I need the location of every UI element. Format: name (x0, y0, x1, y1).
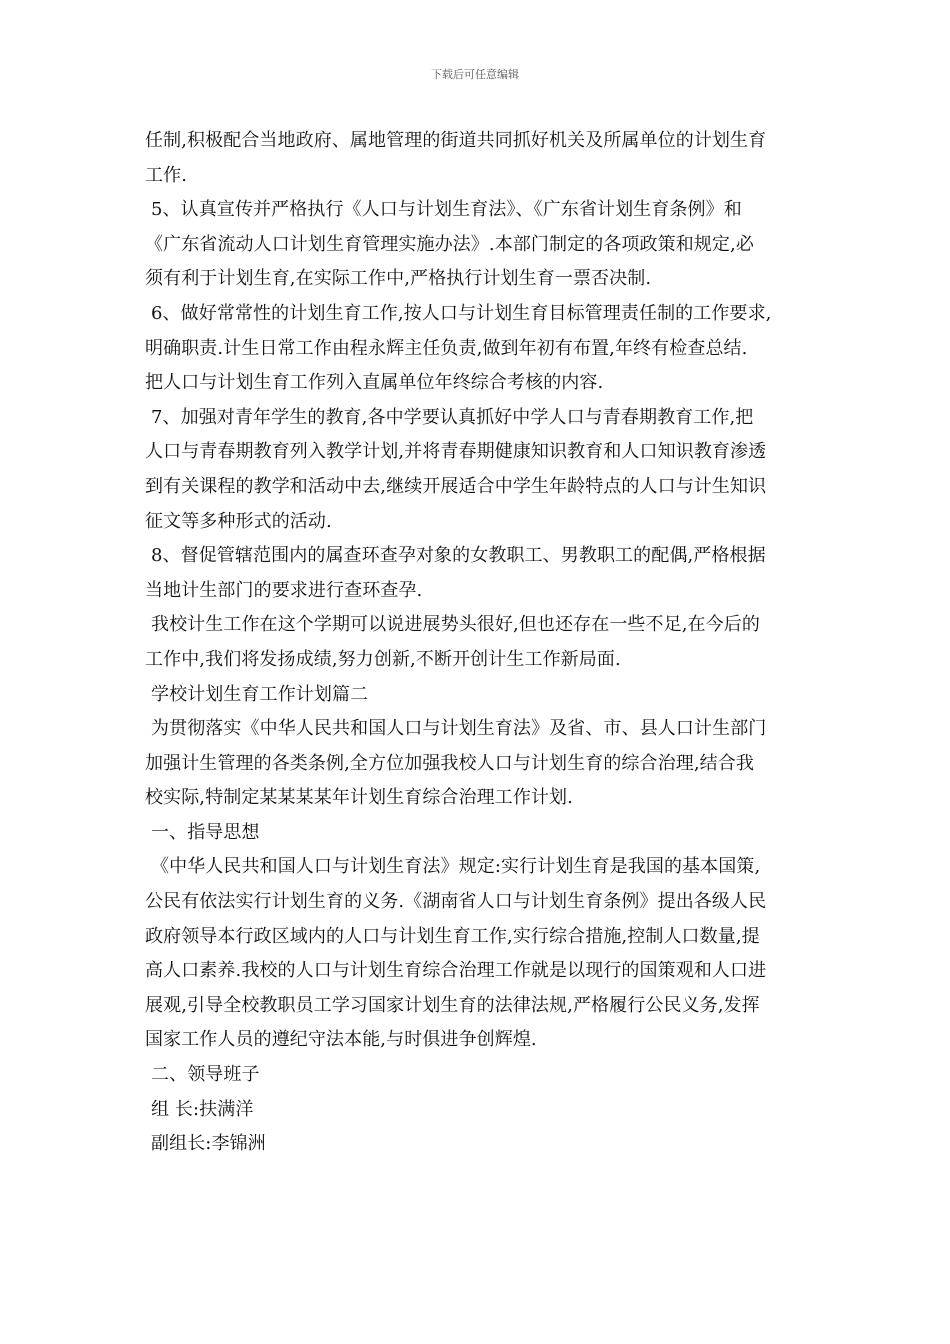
text-line: 加强计生管理的各类条例,全方位加强我校人口与计划生育的综合治理,结合我 (145, 752, 754, 774)
text-line: 国家工作人员的遵纪守法本能,与时俱进争创辉煌. (145, 1029, 537, 1051)
text-line: 明确职责.计生日常工作由程永辉主任负责,做到年初有布置,年终有检查总结. (145, 337, 748, 359)
text-line: 把人口与计划生育工作列入直属单位年终综合考核的内容. (145, 372, 604, 394)
text-line: 副组长:李锦洲 (151, 1133, 266, 1155)
text-line: 组 长:扶满洋 (151, 1098, 254, 1120)
text-line: 工作. (145, 164, 188, 186)
text-line: 任制,积极配合当地政府、属地管理的街道共同抓好机关及所属单位的计划生育 (145, 130, 767, 151)
document-body (145, 124, 825, 1162)
text-line: 公民有依法实行计划生育的义务.《湖南省人口与计划生育条例》提出各级人民 (145, 891, 767, 913)
text-line: 到有关课程的教学和活动中去,继续开展适合中学生年龄特点的人口与计生知识 (145, 475, 767, 497)
page-header: 下载后可任意编辑 (431, 68, 519, 81)
text-line: 校实际,特制定某某某某年计划生育综合治理工作计划. (145, 787, 573, 809)
text-line: 须有利于计划生育,在实际工作中,严格执行计划生育一票否决制. (145, 268, 652, 290)
text-line: 《中华人民共和国人口与计划生育法》规定:实行计划生育是我国的基本国策, (151, 856, 761, 878)
text-line: 《广东省流动人口计划生育管理实施办法》.本部门制定的各项政策和规定,必 (145, 233, 754, 255)
text-line: 我校计生工作在这个学期可以说进展势头很好,但也还存在一些不足,在今后的 (151, 614, 760, 636)
text-line: 8、督促管辖范围内的属查环查孕对象的女教职工、男教职工的配偶,严格根据 (151, 545, 766, 567)
text-line: 学校计划生育工作计划篇二 (151, 683, 369, 705)
text-line: 政府领导本行政区域内的人口与计划生育工作,实行综合措施,控制人口数量,提 (145, 925, 760, 947)
text-line: 7、加强对青年学生的教育,各中学要认真抓好中学人口与青春期教育工作,把 (151, 406, 754, 428)
text-line: 人口与青春期教育列入教学计划,并将青春期健康知识教育和人口知识教育渗透 (145, 441, 767, 463)
text-line: 当地计生部门的要求进行查环查孕. (145, 579, 423, 601)
text-line: 征文等多种形式的活动. (145, 510, 332, 532)
text-line: 5、认真宣传并严格执行《人口与计划生育法》、《广东省计划生育条例》和 (151, 199, 742, 221)
text-line: 6、做好常常性的计划生育工作,按人口与计划生育目标管理责任制的工作要求, (151, 302, 772, 324)
text-line: 二、领导班子 (151, 1064, 260, 1086)
text-line: 高人口素养.我校的人口与计划生育综合治理工作就是以现行的国策观和人口进 (145, 960, 767, 982)
text-line: 展观,引导全校教职员工学习国家计划生育的法律法规,严格履行公民义务,发挥 (145, 994, 760, 1016)
text-line: 为贯彻落实《中华人民共和国人口与计划生育法》及省、市、县人口计生部门 (151, 718, 767, 740)
text-line: 一、指导思想 (151, 821, 260, 843)
text-line: 工作中,我们将发扬成绩,努力创新,不断开创计生工作新局面. (145, 648, 621, 670)
